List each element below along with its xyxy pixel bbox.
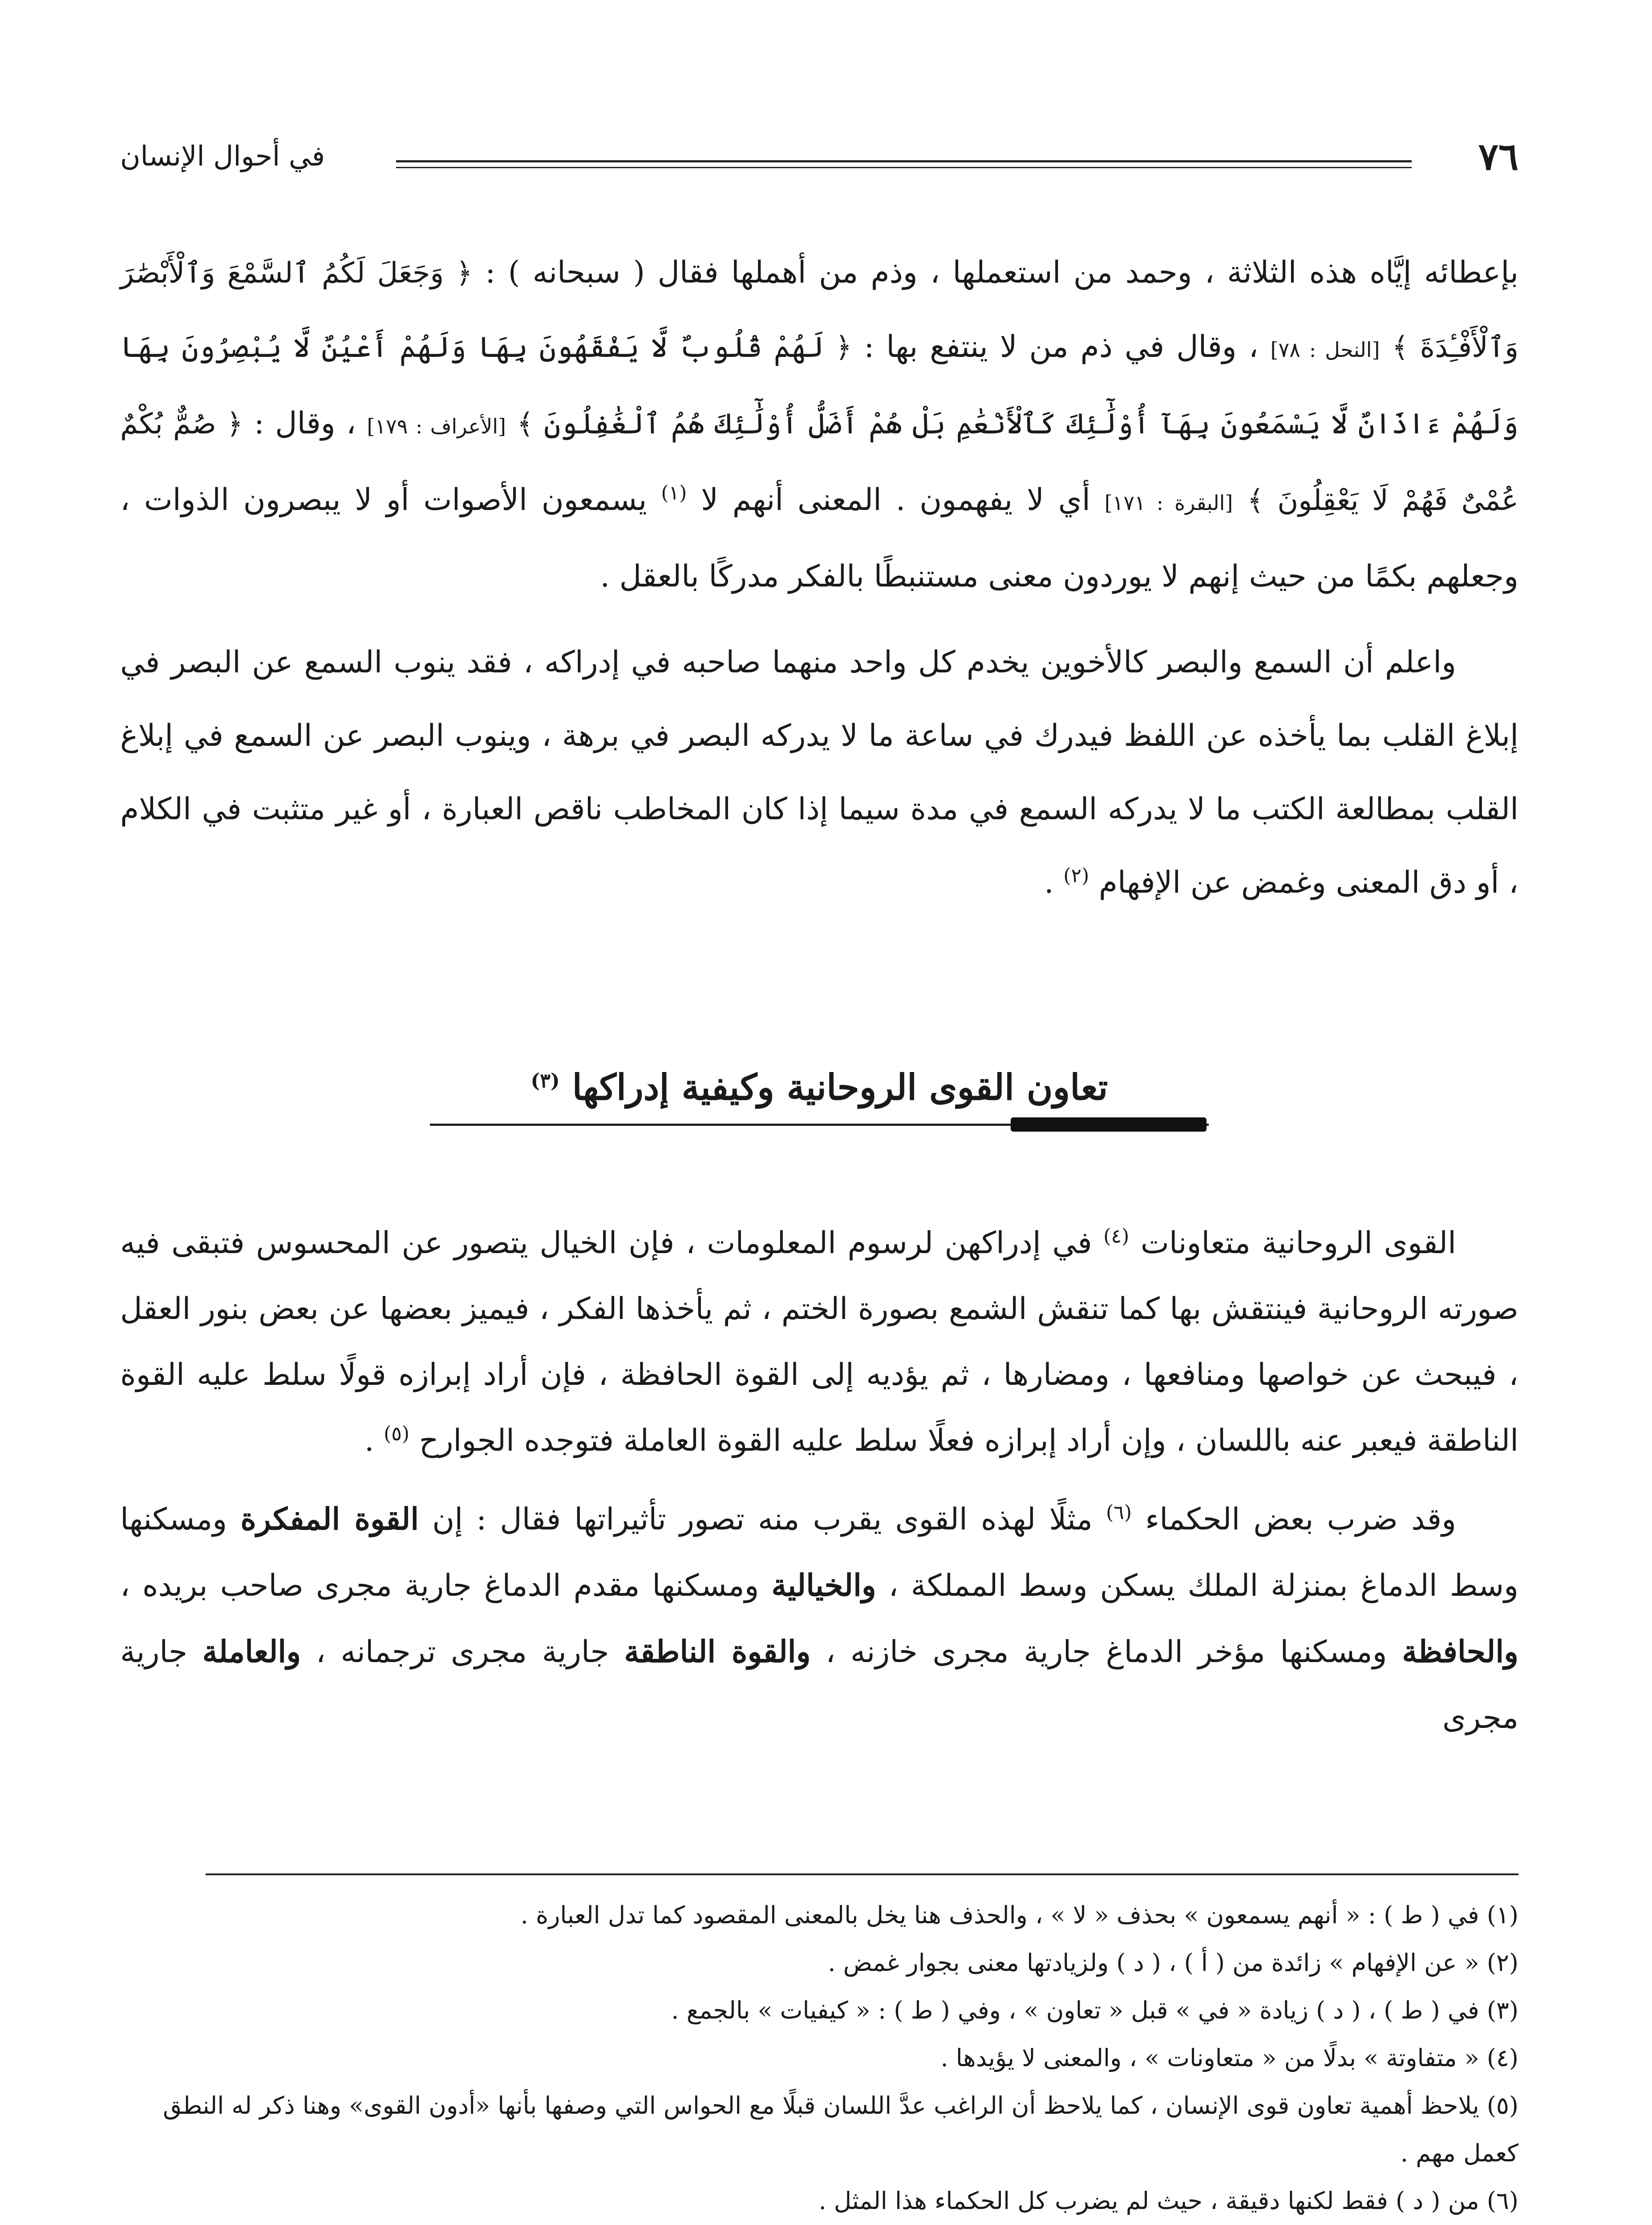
text-run: . (364, 1423, 384, 1458)
section-divider-bar (1011, 1117, 1207, 1132)
footnote: (٢) « عن الإفهام » زائدة من ( أ ) ، ( د ) ولزيادتها معنى بجوار غمض . (828, 1949, 1518, 1977)
text-run: وقد ضرب بعض الحكماء (1145, 1502, 1456, 1537)
footnote: (٥) يلاحظ أهمية تعاون قوى الإنسان ، كما يلاحظ أن الراغب عدَّ اللسان قبلًا مع الحواس التي وصفها بأنها «أدون القوى» وهنا ذكر له النطق كعمل مهم . (163, 2092, 1518, 2167)
paragraph-hearing-sight (120, 626, 1518, 919)
header-rule (396, 160, 1412, 168)
footnote-marker[interactable]: (٥) (384, 1422, 410, 1445)
footnote-marker[interactable]: (٦) (1106, 1501, 1132, 1524)
section-heading-text: تعاون القوى الروحانية وكيفية إدراكها (572, 1066, 1108, 1108)
quran-verse: ﴿ صُمٌّ بُكْمٌ عُمْىٌ فَهُمْ لَا يَعْقِلُونَ ﴾ (120, 408, 1519, 517)
footnote: (٣) في ( ط ) ، ( د ) زيادة « في » قبل « تعاون » ، وفي ( ط ) : « كيفيات » بالجمع . (671, 1996, 1518, 2024)
section-heading (120, 1066, 1518, 1108)
text-run: ، وقال في ذم من لا ينتفع بها : (852, 329, 1271, 364)
text-run: ومسكنها وسط الدماغ بمنزلة الملك يسكن وسط المملكة ، (120, 1502, 1518, 1603)
paragraph-spiritual-powers (120, 1210, 1518, 1474)
text-run: . (1044, 865, 1064, 900)
verse-reference: [النحل : ٧٨] (1270, 338, 1380, 362)
keyword-bold: والخيالية (771, 1568, 876, 1603)
text-run: مثلًا لهذه القوى يقرب منه تصور تأثيراتها فقال : إن (419, 1502, 1106, 1537)
text-run: في إدراكهن لرسوم المعلومات ، فإن الخيال يتصور عن المحسوس فتبقى فيه صورته الروحانية فينتقش بها كما تنقش الشمع بصورة الختم ، ثم يأخذها الفكر ، فيميز بعضها عن بعض بنور العقل ، فيبحث عن خواصها ومنافعها ، ومضارها ، ثم يؤديه إلى القوة الحافظة ، فإن أراد إبرازه قولًا سلط عليه القوة الناطقة فيعبر عنه باللسان ، وإن أراد إبرازه فعلًا سلط عليه القوة العاملة فتوجده الجوارح (120, 1226, 1518, 1458)
footnote-separator (206, 1873, 1518, 1875)
verse-reference: [البقرة : ١٧١] (1104, 491, 1233, 515)
footnote: (٦) من ( د ) فقط لكنها دقيقة ، حيث لم يضرب كل الحكماء هذا المثل . (818, 2187, 1518, 2215)
keyword-bold: والعاملة (202, 1634, 301, 1670)
text-run: جارية مجرى ترجمانه ، (301, 1634, 624, 1670)
text-run: يسمعون الأصوات أو لا يبصرون الذوات ، وجعلهم بكمًا من حيث إنهم لا يوردون معنى مستنبطًا بالفكر مدركًا بالعقل . (120, 482, 1518, 594)
keyword-bold: القوة المفكرة (240, 1501, 419, 1537)
text-run: ومسكنها مقدم الدماغ جارية مجرى صاحب بريده ، (120, 1568, 772, 1603)
running-header (120, 134, 1518, 205)
keyword-bold: والقوة الناطقة (624, 1634, 811, 1670)
text-run: ومسكنها مؤخر الدماغ جارية مجرى خازنه ، (810, 1634, 1402, 1670)
footnote-marker[interactable]: (٣) (530, 1069, 560, 1092)
text-run: القوى الروحانية متعاونات (1140, 1226, 1457, 1261)
text-run: ، وقال : (243, 406, 367, 441)
text-run: أي لا يفهمون . المعنى أنهم لا (687, 482, 1105, 518)
quran-verse: ﴿ لَهُمْ قُلُوبٌ لَّا يَفْقَهُونَ بِهَا وَلَهُمْ أَعْيُنٌ لَّا يُبْصِرُونَ بِهَا وَلَهُمْ ءَاذَانٌ لَّا يَسْمَعُونَ بِهَآ أُوْلَٰٓئِكَ كَٱلْأَنْعَٰمِ بَلْ هُمْ أَضَلُّ أُوْلَٰٓئِكَ هُمُ ٱلْغَٰفِلُونَ ﴾ (120, 331, 1519, 441)
footnote-marker[interactable]: (٢) (1063, 864, 1089, 887)
main-text (120, 236, 1518, 919)
footnote-marker[interactable]: (٤) (1103, 1225, 1130, 1248)
footnote-marker[interactable]: (١) (661, 481, 687, 505)
footnote: (٤) « متفاوتة » بدلًا من « متعاونات » ، والمعنى لا يؤيدها . (940, 2044, 1518, 2072)
text-run: واعلم أن السمع والبصر كالأخوين يخدم كل واحد منهما صاحبه في إدراكه ، فقد ينوب السمع عن البصر في إبلاغ القلب بما يأخذه عن اللفظ فيدرك في ساعة ما لا يدركه البصر في برهة ، وينوب البصر عن السمع في إبلاغ القلب بمطالعة الكتب ما لا يدركه السمع في مدة سيما إذا كان المخاطب ناقص العبارة ، أو غير متثبت في الكلام ، أو دق المعنى وغمض عن الإفهام (120, 645, 1518, 900)
verse-reference: [الأعراف : ١٧٩] (367, 414, 506, 438)
text-run: بإعطائه إيَّاه هذه الثلاثة ، وحمد من استعملها ، وذم من أهملها فقال ( سبحانه ) : (472, 255, 1518, 290)
quran-verse: ﴿ وَجَعَلَ لَكُمُ ٱلسَّمْعَ وَٱلْأَبْصَٰرَ وَٱلْأَفْـِٔدَةَ ﴾ (120, 257, 1518, 364)
main-text-2 (120, 1210, 1518, 1751)
paragraph-intro (120, 236, 1518, 613)
running-title: في أحوال الإنسان (120, 140, 325, 172)
footnotes (111, 1891, 1518, 2225)
paragraph-example (120, 1486, 1518, 1751)
footnote: (١) في ( ط ) : « أنهم يسمعون » بحذف « لا » ، والحذف هنا يخل بالمعنى المقصود كما تدل العبارة . (520, 1901, 1518, 1929)
text-run: جارية مجرى (120, 1634, 1518, 1736)
keyword-bold: والحافظة (1402, 1634, 1518, 1670)
page-number: ٧٦ (1478, 134, 1518, 178)
section-header (120, 1066, 1518, 1155)
